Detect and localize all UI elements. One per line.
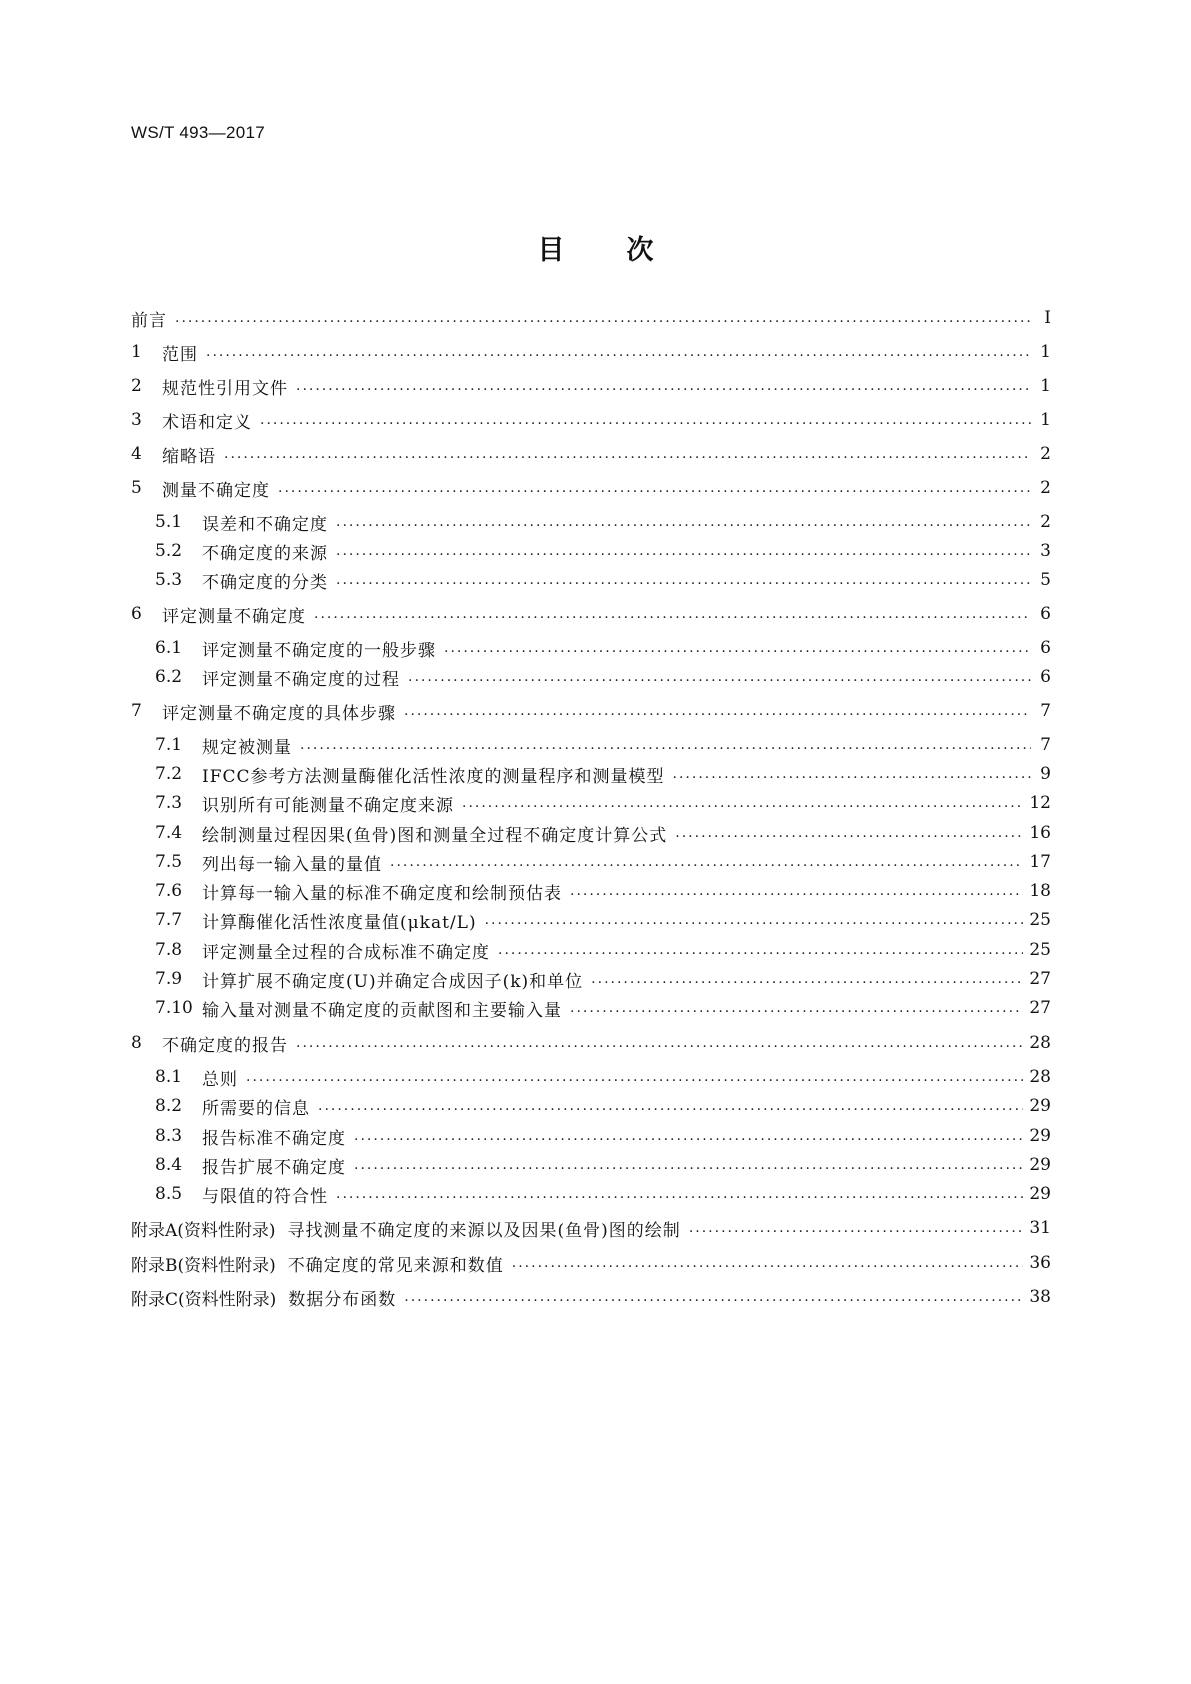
dot-leader	[404, 1285, 1023, 1309]
toc-entry[interactable]	[155, 938, 1051, 962]
toc-entry-title: 总则	[202, 1069, 238, 1090]
dot-leader	[570, 879, 1023, 903]
toc-entry-number: 7.7	[155, 910, 183, 930]
toc-entry-title: 术语和定义	[162, 412, 252, 433]
dot-leader	[175, 306, 1031, 330]
toc-entry[interactable]	[155, 967, 1051, 991]
page-title: 目次	[537, 235, 716, 266]
toc-entry[interactable]	[155, 636, 1051, 660]
dot-leader	[512, 1251, 1024, 1275]
toc-entry-title: 不确定度的来源	[202, 543, 328, 564]
standard-code: WS/T 493—2017	[131, 123, 265, 142]
toc-entry[interactable]	[155, 821, 1051, 845]
dot-leader	[246, 1065, 1023, 1089]
toc-entry-page-number: 3	[1040, 541, 1051, 561]
dot-leader	[336, 568, 1031, 592]
toc-entry-title: 评定测量不确定度的一般步骤	[202, 640, 436, 661]
toc-entry-number: 4	[131, 444, 142, 464]
dot-leader	[296, 1031, 1023, 1055]
toc-entry-page-number: 7	[1040, 701, 1051, 721]
toc-entry-number: 5.1	[155, 512, 183, 532]
toc-entry-page-number: 25	[1029, 940, 1051, 960]
toc-entry-title: 计算酶催化活性浓度量值(μkat/L)	[202, 912, 477, 933]
dot-leader	[675, 821, 1023, 845]
dot-leader	[591, 967, 1023, 991]
dot-leader	[354, 1153, 1023, 1177]
toc-entry[interactable]	[155, 1182, 1051, 1206]
toc-entry-title: 计算扩展不确定度(U)并确定合成因子(k)和单位	[202, 971, 584, 992]
toc-entry-page-number: 12	[1029, 793, 1051, 813]
dot-leader	[673, 762, 1031, 786]
toc-entry[interactable]	[155, 539, 1051, 563]
toc-entry-page-number: 27	[1029, 969, 1051, 989]
toc-entry[interactable]	[131, 306, 1051, 330]
toc-entry-title: 评定测量不确定度的具体步骤	[162, 703, 396, 724]
toc-entry-number: 8.5	[155, 1184, 183, 1204]
toc-entry-number: 8.2	[155, 1096, 183, 1116]
toc-entry-number: 8	[131, 1033, 142, 1053]
toc-entry[interactable]	[155, 665, 1051, 689]
dot-leader	[336, 539, 1031, 563]
toc-entry[interactable]	[155, 1094, 1051, 1118]
toc-entry-number: 7.9	[155, 969, 183, 989]
dot-leader	[206, 340, 1031, 364]
toc-entry-page-number: 2	[1040, 512, 1051, 532]
toc-entry-page-number: 28	[1029, 1067, 1051, 1087]
toc-entry-number: 附录B(资料性附录)	[131, 1255, 276, 1276]
toc-entry-page-number: 38	[1029, 1287, 1051, 1307]
toc-entry-title: 输入量对测量不确定度的贡献图和主要输入量	[202, 1000, 562, 1021]
toc-entry-title: 识别所有可能测量不确定度来源	[202, 795, 454, 816]
toc-entry[interactable]	[131, 1285, 1051, 1309]
toc-entry-title: 误差和不确定度	[202, 514, 328, 535]
dot-leader	[296, 374, 1031, 398]
toc-entry-title: 不确定度的分类	[202, 572, 328, 593]
dot-leader	[462, 791, 1023, 815]
toc-entry-title: 所需要的信息	[202, 1098, 310, 1119]
toc-entry-page-number: 28	[1029, 1033, 1051, 1053]
toc-entry-number: 8.3	[155, 1126, 183, 1146]
toc-entry-page-number: 1	[1040, 342, 1051, 362]
toc-entry[interactable]	[155, 996, 1051, 1020]
toc-entry-title: 数据分布函数	[288, 1289, 397, 1310]
toc-entry-page-number: 36	[1029, 1253, 1051, 1273]
dot-leader	[689, 1216, 1024, 1240]
toc-entry-title: 评定测量不确定度的过程	[202, 669, 400, 690]
toc-entry[interactable]	[155, 908, 1051, 932]
toc-entry-title: 规范性引用文件	[162, 378, 288, 399]
toc-entry-number: 6.1	[155, 638, 183, 658]
toc-entry[interactable]	[131, 442, 1051, 466]
toc-entry-page-number: 25	[1029, 910, 1051, 930]
toc-entry-page-number: 27	[1029, 998, 1051, 1018]
toc-entry-number: 7.6	[155, 881, 183, 901]
dot-leader	[314, 602, 1031, 626]
dot-leader	[318, 1094, 1023, 1118]
toc-entry-number: 6	[131, 604, 142, 624]
toc-entry-page-number: 9	[1040, 764, 1051, 784]
toc-entry-title: 前言	[131, 310, 167, 331]
toc-entry-title: 绘制测量过程因果(鱼骨)图和测量全过程不确定度计算公式	[202, 825, 668, 846]
toc-entry-number: 7.3	[155, 793, 183, 813]
toc-entry-number: 5	[131, 478, 142, 498]
dot-leader	[260, 408, 1031, 432]
toc-entry[interactable]	[155, 1124, 1051, 1148]
toc-entry-title: 测量不确定度	[162, 480, 270, 501]
dot-leader	[336, 1182, 1023, 1206]
dot-leader	[224, 442, 1031, 466]
toc-entry[interactable]	[131, 408, 1051, 432]
toc-entry[interactable]	[155, 1153, 1051, 1177]
toc-entry-page-number: 29	[1029, 1184, 1051, 1204]
dot-leader	[444, 636, 1031, 660]
dot-leader	[404, 699, 1031, 723]
toc-entry[interactable]	[131, 602, 1051, 626]
dot-leader	[390, 850, 1023, 874]
toc-entry-number: 附录A(资料性附录)	[131, 1220, 276, 1241]
toc-entry-number: 6.2	[155, 667, 183, 687]
toc-entry-number: 8.1	[155, 1067, 183, 1087]
toc-entry-page-number: 6	[1040, 667, 1051, 687]
toc-entry-page-number: 2	[1040, 444, 1051, 464]
toc-entry-title: 缩略语	[162, 446, 216, 467]
toc-entry[interactable]	[131, 699, 1051, 723]
toc-entry-title: 评定测量全过程的合成标准不确定度	[202, 942, 490, 963]
toc-entry-title: 不确定度的报告	[162, 1035, 288, 1056]
toc-entry[interactable]	[131, 1216, 1051, 1240]
toc-entry[interactable]	[155, 879, 1051, 903]
toc-entry-page-number: 29	[1029, 1126, 1051, 1146]
toc-entry-number: 7.2	[155, 764, 183, 784]
toc-entry-number: 5.2	[155, 541, 183, 561]
toc-entry-page-number: 6	[1040, 638, 1051, 658]
dot-leader	[354, 1124, 1023, 1148]
toc-entry-title: 范围	[162, 344, 198, 365]
toc-entry-title: 计算每一输入量的标准不确定度和绘制预估表	[202, 883, 562, 904]
toc-entry-title: 不确定度的常见来源和数值	[287, 1255, 504, 1276]
toc-entry[interactable]	[131, 1251, 1051, 1275]
toc-entry[interactable]	[131, 340, 1051, 364]
dot-leader	[278, 476, 1031, 500]
toc-entry-page-number: 29	[1029, 1155, 1051, 1175]
toc-entry-number: 7.10	[155, 998, 193, 1018]
toc-entry-title: IFCC参考方法测量酶催化活性浓度的测量程序和测量模型	[202, 766, 665, 787]
toc-entry-number: 7.1	[155, 735, 183, 755]
toc-entry-page-number: 1	[1040, 410, 1051, 430]
dot-leader	[300, 733, 1031, 757]
toc-entry-page-number: 7	[1040, 735, 1051, 755]
toc-entry[interactable]	[155, 733, 1051, 757]
toc-entry-title: 报告标准不确定度	[202, 1128, 346, 1149]
toc-entry-page-number: 5	[1040, 570, 1051, 590]
toc-entry-number: 5.3	[155, 570, 183, 590]
toc-entry-number: 8.4	[155, 1155, 183, 1175]
dot-leader	[498, 938, 1023, 962]
toc-entry[interactable]	[131, 374, 1051, 398]
toc-entry[interactable]	[155, 568, 1051, 592]
toc-entry-page-number: 31	[1029, 1218, 1051, 1238]
toc-entry-number: 3	[131, 410, 142, 430]
toc-entry-number: 2	[131, 376, 142, 396]
toc-entry-title: 评定测量不确定度	[162, 606, 306, 627]
dot-leader	[408, 665, 1031, 689]
toc-entry-page-number: Ⅰ	[1044, 308, 1051, 328]
toc-entry[interactable]	[131, 476, 1051, 500]
toc-entry[interactable]	[155, 850, 1051, 874]
toc-entry-title: 列出每一输入量的量值	[202, 854, 382, 875]
toc-entry-title: 与限值的符合性	[202, 1186, 328, 1207]
toc-entry[interactable]	[155, 1065, 1051, 1089]
toc-entry[interactable]	[155, 510, 1051, 534]
toc-entry-page-number: 1	[1040, 376, 1051, 396]
toc-entry[interactable]	[131, 1031, 1051, 1055]
toc-entry-page-number: 2	[1040, 478, 1051, 498]
dot-leader	[485, 908, 1024, 932]
toc-entry-title: 寻找测量不确定度的来源以及因果(鱼骨)图的绘制	[287, 1220, 681, 1241]
toc-entry-number: 附录C(资料性附录)	[131, 1289, 277, 1310]
toc-entry-number: 7.8	[155, 940, 183, 960]
toc-entry-number: 1	[131, 342, 142, 362]
toc-entry-page-number: 29	[1029, 1096, 1051, 1116]
dot-leader	[570, 996, 1023, 1020]
toc-entry-title: 报告扩展不确定度	[202, 1157, 346, 1178]
toc-entry[interactable]	[155, 791, 1051, 815]
toc-entry-number: 7	[131, 701, 142, 721]
toc-entry-page-number: 6	[1040, 604, 1051, 624]
toc-entry-page-number: 18	[1029, 881, 1051, 901]
toc-entry-title: 规定被测量	[202, 737, 292, 758]
toc-entry-number: 7.5	[155, 852, 183, 872]
toc-entry-number: 7.4	[155, 823, 183, 843]
toc-entry[interactable]	[155, 762, 1051, 786]
toc-entry-page-number: 16	[1029, 823, 1051, 843]
toc-entry-page-number: 17	[1029, 852, 1051, 872]
dot-leader	[336, 510, 1031, 534]
